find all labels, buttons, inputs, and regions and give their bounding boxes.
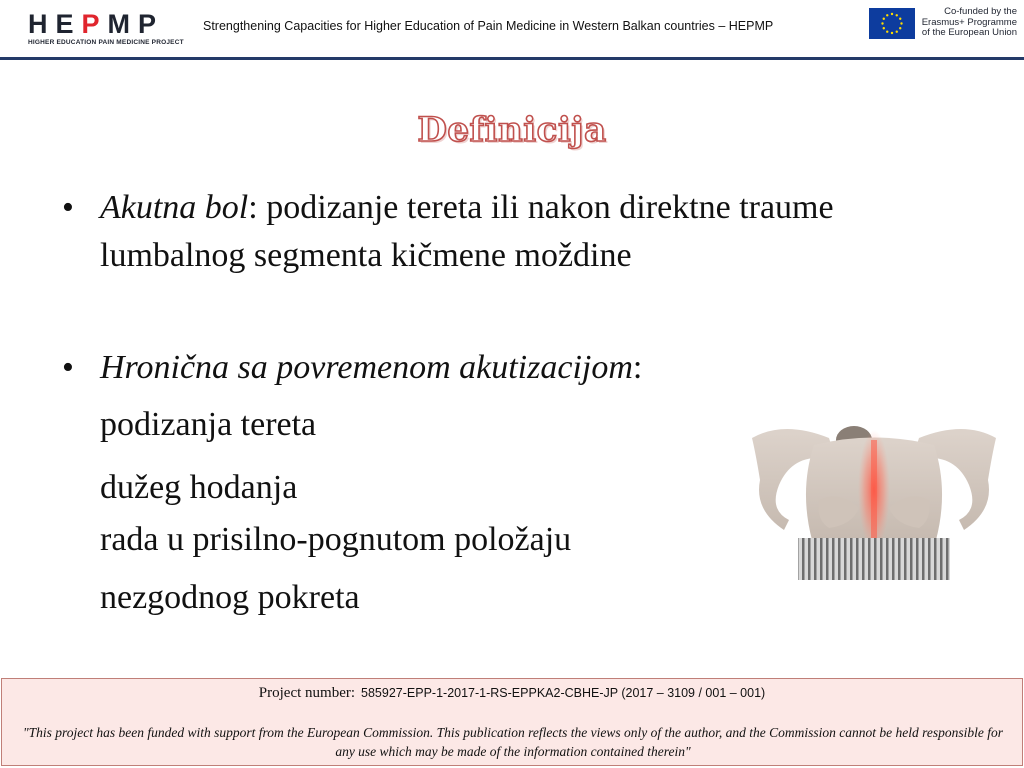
- bullet-chronic-line1: Hronična sa povremenom akutizacijom:: [100, 349, 643, 386]
- project-number-label: Project number:: [258, 685, 356, 701]
- header-divider: [0, 57, 1024, 60]
- eu-line: of the European Union: [921, 27, 1017, 38]
- chronic-term: Hronična sa povremenom akutizacijom: [100, 349, 633, 386]
- slide-header: [0, 0, 1024, 58]
- eu-line: Erasmus+ Programme: [921, 16, 1017, 28]
- project-number-value: 585927-EPP-1-2017-1-RS-EPPKA2-CBHE-JP (2017 – 3109 / 001 – 001): [361, 686, 766, 700]
- eu-line: Co-funded by the: [944, 6, 1017, 17]
- funding-disclaimer: "This project has been funded with support from the European Commission. This publication reflects the views only of the author, and the Commission cannot be held responsible for any use which may be made of the information contained therein": [23, 725, 1003, 759]
- back-pain-illustration: [724, 390, 1024, 580]
- slide-footer: [1, 678, 1023, 766]
- chronic-item: dužeg hodanja: [100, 469, 298, 506]
- bullet-acute-line2: lumbalnog segmenta kičmene moždine: [100, 237, 632, 274]
- bullet-acute-line1: [100, 190, 834, 226]
- logo-tagline: HIGHER EDUCATION PAIN MEDICINE PROJECT: [28, 39, 184, 46]
- chronic-item: rada u prisilno-pognutom položaju: [100, 521, 572, 558]
- header-title: Strengthening Capacities for Higher Education of Pain Medicine in Western Balkan countries – HEPMP: [203, 19, 774, 33]
- chronic-item: nezgodnog pokreta: [100, 579, 360, 616]
- eu-cofunded-label: [921, 7, 1017, 39]
- chronic-item: podizanja tereta: [100, 406, 317, 443]
- logo-wordmark: HEPMP: [28, 9, 165, 39]
- acute-term: Akutna bol: [100, 189, 249, 226]
- project-number-line: [2, 685, 1022, 702]
- acute-description: : podizanje tereta ili nakon direktne traume: [248, 189, 834, 226]
- bullet-marker: •: [62, 189, 74, 226]
- slide-title: Definicija: [417, 110, 607, 150]
- eu-flag-icon: [869, 8, 915, 39]
- bullet-marker: •: [62, 349, 74, 386]
- hepmp-logo: [28, 10, 184, 46]
